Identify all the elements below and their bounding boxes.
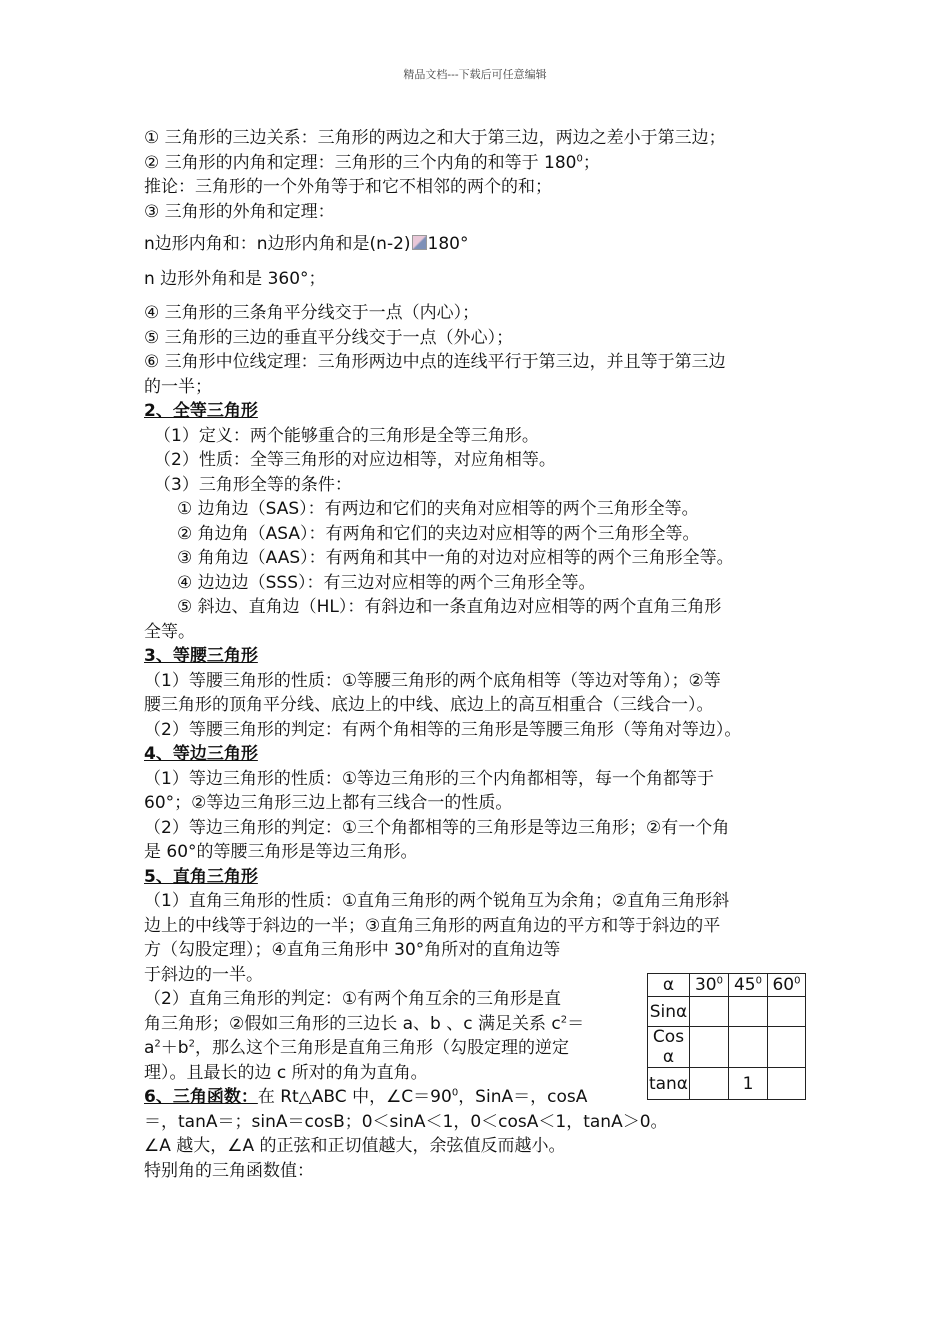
line: 6、三角函数：在 Rt△ABC 中，$\angle C=90^0$，SinA＝，cosA bbox=[144, 1087, 588, 1107]
line: ① 边角边（SAS）：有两边和它们的夹角对应相等的两个三角形全等。 bbox=[177, 499, 699, 519]
line: （1）等腰三角形的性质：①等腰三角形的两个底角相等（等边对等角）；②等 bbox=[144, 670, 721, 691]
line: ＝，tanA＝；sinA＝cosB；0＜sinA＜1，0＜cosA＜1，tanA＞0。 bbox=[144, 1111, 668, 1132]
line: ④ 三角形的三条角平分线交于一点（内心）； bbox=[144, 303, 480, 323]
line: （1）等边三角形的性质：①等边三角形的三个内角都相等，每一个角都等于 bbox=[144, 768, 715, 789]
table-cell: tanα bbox=[648, 1068, 690, 1100]
section-heading-5: 5、直角三角形 bbox=[144, 866, 258, 887]
table-row bbox=[648, 1027, 806, 1068]
line: 理）。且最长的边 c 所对的角为直角。 bbox=[144, 1062, 428, 1083]
table-cell: Cos α bbox=[648, 1027, 690, 1068]
line: ⑤ 三角形的三边的垂直平分线交于一点（外心）； bbox=[144, 327, 514, 348]
table-cell bbox=[768, 997, 806, 1027]
section-heading-6: 6、三角函数： bbox=[144, 1087, 258, 1107]
line: ⑤ 斜边、直角边（HL）：有斜边和一条直角边对应相等的两个直角三角形 bbox=[177, 597, 722, 617]
section-heading-4: 4、等边三角形 bbox=[144, 744, 258, 764]
line: ∠A 越大，∠A 的正弦和正切值越大，余弦值反而越小。 bbox=[144, 1136, 566, 1156]
table-cell: Sinα bbox=[648, 997, 690, 1027]
line: 于斜边的一半。 bbox=[144, 964, 263, 985]
table-header-row bbox=[648, 974, 806, 997]
table-cell bbox=[768, 1027, 806, 1068]
table-row bbox=[648, 997, 806, 1027]
table-cell bbox=[690, 997, 729, 1027]
table-cell bbox=[690, 1068, 729, 1100]
special-angle-table bbox=[647, 973, 806, 1100]
line: ③ 角角边（AAS）：有两角和其中一角的对边对应相等的两个三角形全等。 bbox=[177, 548, 734, 568]
line: 方（勾股定理）；④直角三角形中 30°角所对的直角边等 bbox=[144, 940, 561, 960]
line: （2）性质：全等三角形的对应边相等，对应角相等。 bbox=[154, 450, 556, 470]
line: ⑥ 三角形中位线定理：三角形两边中点的连线平行于第三边，并且等于第三边 bbox=[144, 352, 726, 372]
table-cell bbox=[729, 1027, 768, 1068]
table-header-cell: $30^0$ bbox=[690, 974, 729, 997]
line: 角三角形；②假如三角形的三边长 a、b 、c 满足关系 $c^2=$ bbox=[144, 1013, 585, 1034]
line: （3）三角形全等的条件： bbox=[154, 474, 352, 495]
line: （1）直角三角形的性质：①直角三角形的两个锐角互为余角；②直角三角形斜 bbox=[144, 891, 730, 911]
table-header-cell: $45^0$ bbox=[729, 974, 768, 997]
line: 腰三角形的顶角平分线、底边上的中线、底边上的高互相重合（三线合一）。 bbox=[144, 695, 714, 715]
table-cell bbox=[768, 1068, 806, 1100]
table-cell: 1 bbox=[729, 1068, 768, 1100]
line: 边上的中线等于斜边的一半；③直角三角形的两直角边的平方和等于斜边的平 bbox=[144, 915, 721, 936]
table-row bbox=[648, 1068, 806, 1100]
line: （1）定义：两个能够重合的三角形是全等三角形。 bbox=[154, 425, 539, 446]
section-heading-2: 2、全等三角形 bbox=[144, 401, 258, 421]
broken-image-icon bbox=[412, 235, 427, 250]
line: ③ 三角形的外角和定理： bbox=[144, 201, 335, 222]
line: ② 角边角（ASA）：有两角和它们的夹边对应相等的两个三角形全等。 bbox=[177, 523, 700, 544]
line: （2）等腰三角形的判定：有两个角相等的三角形是等腰三角形（等角对等边）。 bbox=[144, 719, 742, 740]
table-header-cell: $60^0$ bbox=[768, 974, 806, 997]
line: ② 三角形的内角和定理：三角形的三个内角的和等于 $180^0$； bbox=[144, 152, 600, 173]
line: 是 60°的等腰三角形是等边三角形。 bbox=[144, 842, 418, 862]
line: 60°；②等边三角形三边上都有三线合一的性质。 bbox=[144, 793, 513, 813]
table-cell bbox=[729, 997, 768, 1027]
line: 全等。 bbox=[144, 621, 195, 642]
line: ① 三角形的三边关系：三角形的两边之和大于第三边，两边之差小于第三边； bbox=[144, 128, 726, 148]
section-heading-3: 3、等腰三角形 bbox=[144, 646, 258, 666]
line: ④ 边边边（SSS）：有三边对应相等的两个三角形全等。 bbox=[177, 572, 596, 593]
line: n边形内角和：n边形内角和是(n-2) 180° bbox=[144, 234, 469, 254]
table-header-cell: α bbox=[648, 974, 690, 997]
page-header: 精品文档---下载后可任意编辑 bbox=[403, 68, 547, 81]
line: 特别角的三角函数值： bbox=[144, 1160, 314, 1181]
line: （2）等边三角形的判定：①三个角都相等的三角形是等边三角形；②有一个角 bbox=[144, 817, 730, 838]
line: （2）直角三角形的判定：①有两个角互余的三角形是直 bbox=[144, 989, 562, 1009]
line: 推论：三角形的一个外角等于和它不相邻的两个的和； bbox=[144, 177, 552, 197]
line: 的一半； bbox=[144, 376, 212, 397]
line: n 边形外角和是 360°； bbox=[144, 268, 326, 289]
table-cell bbox=[690, 1027, 729, 1068]
line: $a^2+b^2$，那么这个三角形是直角三角形（勾股定理的逆定 bbox=[144, 1038, 569, 1058]
